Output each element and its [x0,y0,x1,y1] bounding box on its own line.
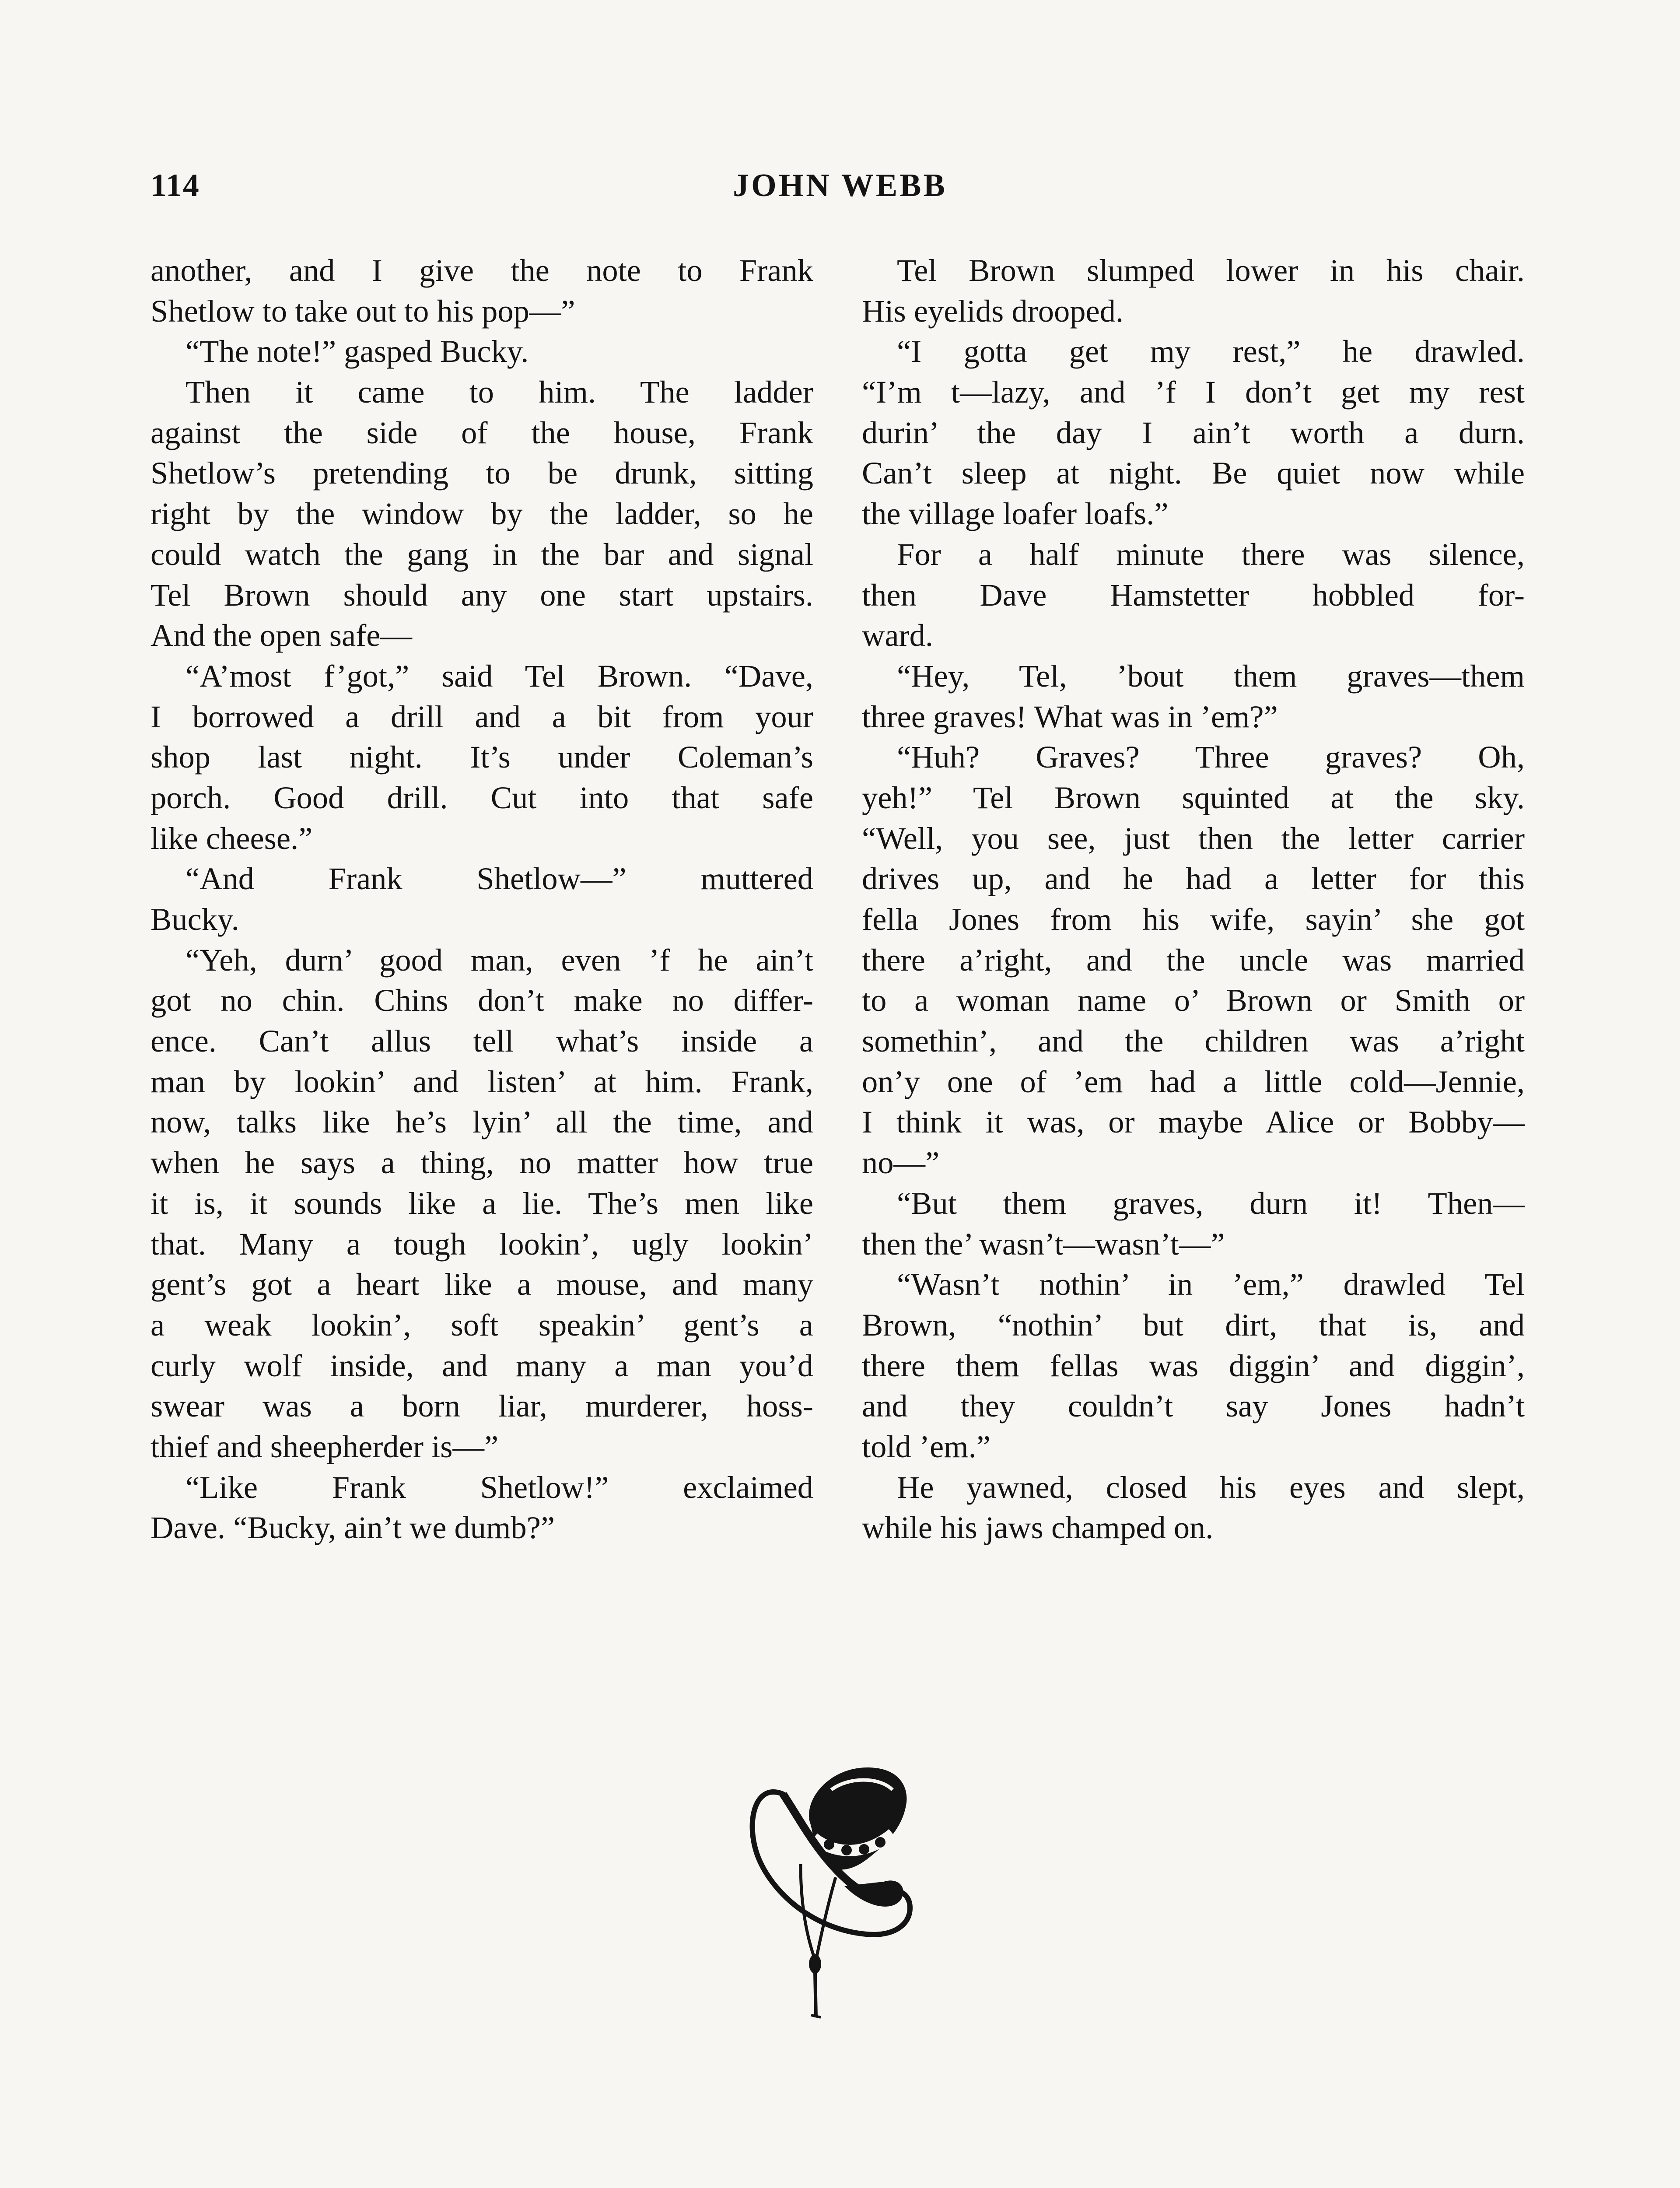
text-line: and they couldn’t say Jones hadn’t [862,1388,1525,1424]
text-line: against the side of the house, Frank [150,414,813,450]
text-line: now, talks like he’s lyin’ all the time, and [150,1104,813,1140]
text-line: it is, it sounds like a lie. The’s men like [150,1185,813,1221]
text-line: ence. Can’t allus tell what’s inside a [150,1023,813,1059]
text-line: somethin’, and the children was a’right [862,1023,1525,1059]
text-line: Tel Brown should any one start upstairs. [150,577,813,613]
text-line: “And Frank Shetlow—” muttered [186,861,813,897]
running-head [150,167,1530,211]
text-line: I borrowed a drill and a bit from your [150,698,813,734]
text-line: fella Jones from his wife, sayin’ she got [862,901,1525,937]
text-line: “Hey, Tel, ’bout them graves—them [897,658,1525,694]
text-line: told ’em.” [862,1428,990,1464]
text-line: like cheese.” [150,820,313,856]
text-line: “I’m t—lazy, and ’f I don’t get my rest [862,374,1525,410]
cowboy-hat-icon [735,1755,945,2035]
text-line: “Well, you see, just then the letter carrier [862,820,1525,856]
text-line: then Dave Hamstetter hobbled for- [862,577,1525,613]
text-line: that. Many a tough lookin’, ugly lookin’ [150,1226,813,1262]
text-line: then the’ wasn’t—wasn’t—” [862,1226,1225,1262]
text-line: man by lookin’ and listen’ at him. Frank, [150,1063,813,1099]
text-line: to a woman name o’ Brown or Smith or [862,982,1525,1018]
right-column [862,250,1525,1548]
text-line: “Yeh, durn’ good man, even ’f he ain’t [186,942,813,978]
text-line: “Like Frank Shetlow!” exclaimed [186,1469,813,1505]
text-line: Can’t sleep at night. Be quiet now while [862,455,1525,491]
text-line: gent’s got a heart like a mouse, and many [150,1266,813,1302]
text-line: no—” [862,1145,940,1181]
text-line: when he says a thing, no matter how true [150,1145,813,1181]
text-line: Dave. “Bucky, ain’t we dumb?” [150,1510,555,1546]
text-line: on’y one of ’em had a little cold—Jennie, [862,1063,1525,1099]
text-line: curly wolf inside, and many a man you’d [150,1347,813,1383]
text-line: thief and sheepherder is—” [150,1428,499,1464]
text-line: a weak lookin’, soft speakin’ gent’s a [150,1307,813,1343]
text-line: For a half minute there was silence, [897,536,1525,572]
text-line: porch. Good drill. Cut into that safe [150,779,813,815]
text-line: right by the window by the ladder, so he [150,496,813,532]
text-line: three graves! What was in ’em?” [862,698,1278,734]
running-title: JOHN WEBB [733,168,947,203]
text-line: Brown, “nothin’ but dirt, that is, and [862,1307,1525,1343]
text-line: durin’ the day I ain’t worth a durn. [862,414,1525,450]
text-line: “The note!” gasped Bucky. [186,333,529,369]
text-line: “Wasn’t nothin’ in ’em,” drawled Tel [897,1266,1525,1302]
text-line: there a’right, and the uncle was married [862,942,1525,978]
text-line: He yawned, closed his eyes and slept, [897,1469,1525,1505]
text-line: Tel Brown slumped lower in his chair. [897,252,1525,288]
text-line: there them fellas was diggin’ and diggin’, [862,1347,1525,1383]
page-number: 114 [150,168,200,203]
text-line: the village loafer loafs.” [862,496,1169,532]
text-line: shop last night. It’s under Coleman’s [150,739,813,775]
text-line: Shetlow to take out to his pop—” [150,293,575,329]
text-line: swear was a born liar, murderer, hoss- [150,1388,813,1424]
text-line: another, and I give the note to Frank [150,252,813,288]
text-line: got no chin. Chins don’t make no differ- [150,982,813,1018]
text-line: Then it came to him. The ladder [186,374,813,410]
text-line: “But them graves, durn it! Then— [897,1185,1525,1221]
text-line: “I gotta get my rest,” he drawled. [897,333,1525,369]
text-line: Bucky. [150,901,239,937]
text-line: while his jaws champed on. [862,1510,1214,1546]
left-column [150,250,813,1548]
text-line: Shetlow’s pretending to be drunk, sitting [150,455,813,491]
text-line: And the open safe— [150,617,412,653]
text-line: drives up, and he had a letter for this [862,861,1525,897]
text-line: His eyelids drooped. [862,293,1124,329]
text-line: could watch the gang in the bar and signal [150,536,813,572]
text-line: “A’most f’got,” said Tel Brown. “Dave, [186,658,813,694]
text-line: I think it was, or maybe Alice or Bobby— [862,1104,1525,1140]
text-line: “Huh? Graves? Three graves? Oh, [897,739,1525,775]
text-line: yeh!” Tel Brown squinted at the sky. [862,779,1525,815]
text-line: ward. [862,617,934,653]
